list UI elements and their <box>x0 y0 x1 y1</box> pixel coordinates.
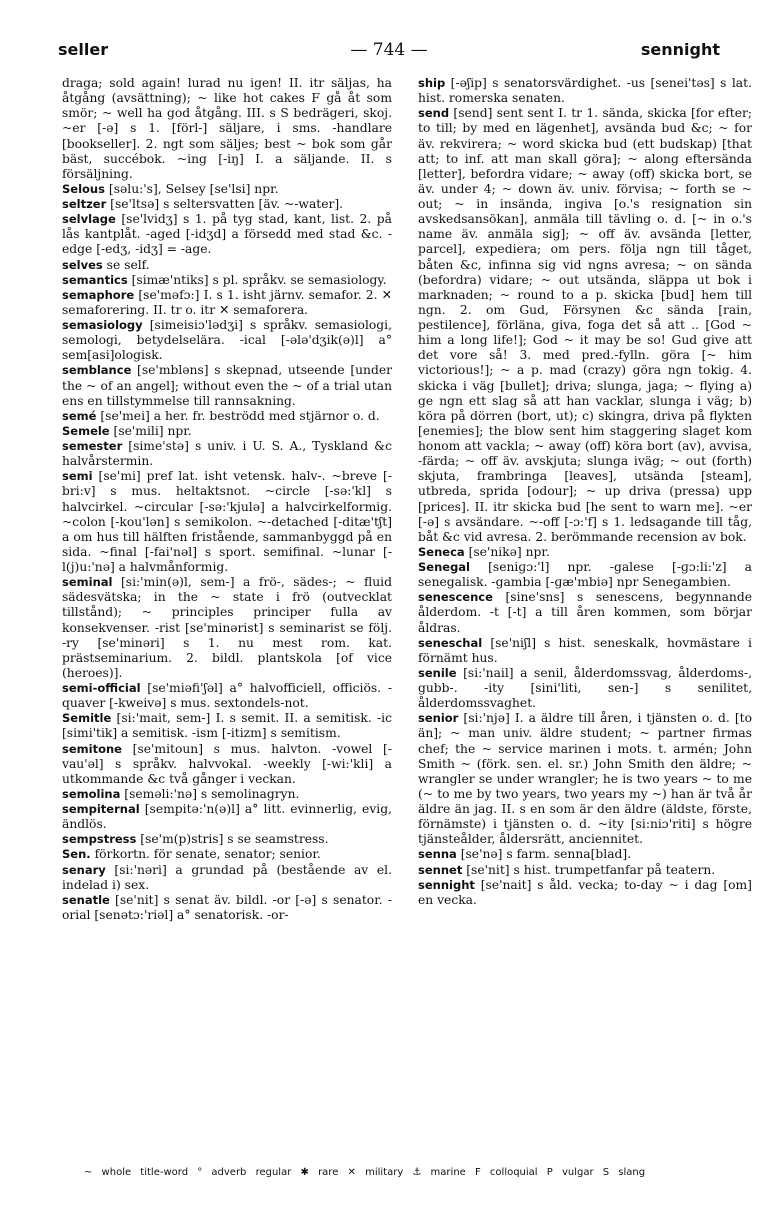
entry-headword: seminal <box>62 575 113 590</box>
dictionary-entry <box>62 469 392 575</box>
footer-legend: ~ whole title-word ° adverb regular ✱ rare ✕ military ⚓ marine F colloquial P vulgar S slang <box>84 1167 646 1178</box>
entry-text: [se'nait] s åld. vecka; to-day ~ i dag [om] en vecka. <box>418 877 752 907</box>
entry-text: [se'mitoun] s mus. halvton. -vowel [-vau'əl] s språkv. halvvokal. -weekly [-wi:'kli] a utkommande &c två gånger i veckan. <box>62 741 392 786</box>
entry-headword: selvlage <box>62 212 116 227</box>
dictionary-entry <box>62 802 392 832</box>
entry-text: [se'mili] npr. <box>113 423 192 438</box>
entry-text: [se'nikə] npr. <box>468 544 550 559</box>
entry-headword: senior <box>418 711 459 726</box>
dictionary-entry <box>62 893 392 923</box>
entry-headword: seltzer <box>62 197 107 211</box>
dictionary-entry <box>62 424 392 439</box>
entry-text: [send] sent sent I. tr 1. sända, skicka [for efter; to till; by med en lägenhet], avsända bud &c; ~ for äv. rekvirera; ~ word skicka bud (ett budskap) [that att; to inf. att man skall göra]; ~ along eftersända [letter], befordra vidare; ~ away (off) skicka bort, se äv. under 4; ~ down äv. univ. förvisa; ~ forth se ~ out; ~ in insända, ingiva [o.'s resignation sin avskedsansökan], anmäla till tävling o. d. [~ in o.'s name äv. anmäla sig]; ~ off äv. avsända [letter, parcel], expediera; om pers. följa ngn till tåget, båten &c, infinna sig vid ngns avresa; ~ on sända (befordra) vidare; ~ out utsända, släppa ut bok i marknaden; ~ round to a p. skicka [bud] hem till ngn. 2. om Gud, Försynen &c sända [rain, pestilence], förläna, giva, foga det så att .. [God ~ him a long life!]; God ~ it may be so! Gud give att det vore så! 3. med pred.-fylln. göra [~ him victorious!]; ~ a p. mad (crazy) göra ngn tokig. 4. skicka i väg [bullet]; driva; slunga, jaga; ~ flying a) ge ngn ett slag så att han vacklar, slunga i väg; b) köra på dörren (bort, ut); c) skingra, driva på flykten [enemies]; the blow sent him staggering slaget kom honom att vackla; ~ away (off) köra bort (av), avvisa, -färda; ~ off äv. avskjuta; slunga iväg; ~ out (forth) skjuta, frambringa [leaves], utsända [steam], utbreda, sprida [odour]; ~ up driva (pressa) upp [prices]. II. itr skicka bud [he sent to warn me]. ~er [-ə] s avsändare. ~-off [-ɔ:'f] s 1. ledsagande till tåg, båt &c vid avresa. 2. berömmande recension av bok. <box>418 106 752 544</box>
dictionary-entry <box>418 560 752 590</box>
entry-text: [se'nit] s hist. trumpetfanfar på teatern. <box>466 862 716 877</box>
dictionary-entry <box>62 575 392 681</box>
page-header <box>58 40 720 66</box>
entry-headword: senile <box>418 665 457 680</box>
dictionary-entry <box>418 878 752 908</box>
dictionary-entry <box>62 409 392 424</box>
entry-text: se self. <box>106 257 150 272</box>
entry-text: [seməli:'nə] s semolinagryn. <box>124 786 300 801</box>
page-number: — 744 — <box>350 40 428 60</box>
dictionary-entry <box>418 711 752 847</box>
left-column <box>62 76 392 923</box>
entry-text: [se'niʃl] s hist. seneskalk, hovmästare i förnämt hus. <box>418 635 752 665</box>
dictionary-entry <box>418 76 752 106</box>
dictionary-entry <box>418 636 752 666</box>
entry-text: [si:'njə] I. a äldre till åren, i tjänsten o. d. [to än]; ~ man univ. äldre student; ~ partner firmas chef; the ~ service marinen i mots. t. armén; John Smith ~ (förk. sen. el. sr.) John Smith den äldre; ~ wrangler se under wrangler; he is two years ~ to me (~ to me by two years, two years my ~) han är två år äldre än jag. II. s en som är den äldre (äldste, förste, förnämste) i tjänsten o. d. ~ity [si:niɔ'riti] s högre tjänsteålder, åldersrätt, anciennitet. <box>418 711 752 847</box>
entry-headword: senna <box>418 847 457 862</box>
entry-headword: senescence <box>418 590 493 605</box>
entry-text: [sempitə:'n(ə)l] a° litt. evinnerlig, evig, ändlös. <box>62 802 392 832</box>
entry-headword: semi-official <box>62 681 141 695</box>
entry-text: förkortn. för senate, senator; senior. <box>94 847 321 862</box>
entry-headword: semantics <box>62 272 128 287</box>
dictionary-entry <box>62 197 392 212</box>
dictionary-entry <box>62 681 392 711</box>
entry-headword: selves <box>62 257 103 272</box>
dictionary-entry <box>62 832 392 847</box>
dictionary-entry <box>62 318 392 363</box>
dictionary-entry <box>62 76 392 182</box>
entry-text: draga; sold again! lurad nu igen! II. itr säljas, ha åtgång (avsättning); ~ like hot cakes F gå åt som smör; ~ well ha god åtgång. III. s S bedrägeri, skoj. ~er [-ə] s 1. [förl-] säljare, i sms. -handlare [bookseller]. 2. ngt som säljes; best ~ bok som går bäst, succébok. ~ing [-iŋ] I. a säljande. II. s försäljning. <box>62 76 392 181</box>
dictionary-entry <box>62 863 392 893</box>
dictionary-entry <box>62 258 392 273</box>
dictionary-entry <box>62 439 392 469</box>
entry-headword: Senegal <box>418 560 471 574</box>
dictionary-entry <box>418 666 752 711</box>
entry-headword: semé <box>62 408 97 423</box>
entry-headword: semasiology <box>62 318 143 332</box>
entry-headword: senary <box>62 862 106 877</box>
entry-headword: sennet <box>418 862 463 877</box>
entry-text: [si:'min(ə)l, sem-] a frö-, sädes-; ~ fluid sädesvätska; in the ~ state i frö (outvecklat tillstånd); ~ principles principer fulla av konsekvenser. -rist [se'minərist] s seminarist se följ. -ry [se'minəri] s 1. nu mest rom. kat. prästseminarium. 2. bildl. plantskola [of vice (heroes)]. <box>62 575 392 680</box>
right-guide-word: sennight <box>640 40 720 59</box>
entry-headword: Sen. <box>62 847 91 862</box>
entry-text: [si:'nail] a senil, ålderdomssvag, ålderdoms-, gubb-. -ity [sini'liti, sen-] s senilitet, ålderdomssvaghet. <box>418 665 752 711</box>
entry-text: [se'lvidʒ] s 1. på tyg stad, kant, list. 2. på lås kantplåt. -aged [-idʒd] a försedd med stad &c. -edge [-edʒ, -idʒ] = -age. <box>62 212 392 257</box>
entry-text: [se'ltsə] s seltersvatten [äv. ~-water]. <box>110 197 344 211</box>
entry-headword: Semele <box>62 423 110 438</box>
entry-headword: ship <box>418 76 446 90</box>
left-guide-word: seller <box>58 40 109 59</box>
entry-headword: sennight <box>418 877 475 892</box>
entry-headword: senatle <box>62 892 110 907</box>
dictionary-entry <box>62 847 392 862</box>
entry-headword: seneschal <box>418 635 483 650</box>
entry-headword: send <box>418 106 450 121</box>
entry-headword: sempiternal <box>62 802 140 816</box>
entry-text: [si:'nəri] a grundad på (bestående av el. indelad i) sex. <box>62 862 392 892</box>
entry-headword: semester <box>62 439 123 453</box>
entry-text: [si:'mait, sem-] I. s semit. II. a semitisk. -ic [simi'tik] a semitisk. -ism [-itizm] s semitism. <box>62 711 392 741</box>
entry-headword: Semitle <box>62 711 112 726</box>
entry-text: [sime'stə] s univ. i U. S. A., Tyskland &c halvårstermin. <box>62 439 392 469</box>
dictionary-entry <box>62 212 392 257</box>
dictionary-entry <box>62 711 392 741</box>
entry-headword: sempstress <box>62 832 137 847</box>
entry-text: [sine'sns] s senescens, begynnande ålderdom. -t [-t] a till åren kommen, som börjar åldras. <box>418 590 752 635</box>
entry-text: [se'nə] s farm. senna[blad]. <box>460 847 632 862</box>
dictionary-entry <box>418 847 752 862</box>
entry-headword: semblance <box>62 363 132 378</box>
dictionary-entry <box>418 106 752 545</box>
entry-headword: Seneca <box>418 544 465 559</box>
entry-headword: semi <box>62 469 93 484</box>
entry-text: [se'mbləns] s skepnad, utseende [under the ~ of an angel]; without even the ~ of a trial utan ens en tillstymmelse till rannsakning. <box>62 363 392 408</box>
entry-text: [səlu:'s], Selsey [se'lsi] npr. <box>108 181 279 196</box>
entry-text: [se'm(p)stris] s se seamstress. <box>140 832 329 847</box>
entry-text: [seniɡɔ:'l] npr. -galese [-ɡɔ:li:'z] a senegalisk. -gambia [-ɡæ'mbiə] npr Senegambien. <box>418 560 752 590</box>
entry-text: [se'məfɔ:] I. s 1. isht järnv. semafor. 2. ✕ semaforering. II. tr o. itr ✕ semaforera. <box>62 287 392 317</box>
entry-headword: semaphore <box>62 287 135 302</box>
entry-headword: Selous <box>62 181 105 196</box>
entry-headword: semitone <box>62 741 122 756</box>
dictionary-entry <box>62 363 392 408</box>
dictionary-entry <box>62 288 392 318</box>
entry-text: [simæ'ntiks] s pl. språkv. se semasiology. <box>131 272 387 287</box>
dictionary-entry <box>62 182 392 197</box>
entry-text: [simeisiɔ'lədʒi] s språkv. semasiologi, semologi, betydelselära. -ical [-ələ'dʒik(ə)l] a° sem[asi]ologisk. <box>62 318 392 363</box>
dictionary-entry <box>418 863 752 878</box>
entry-headword: semolina <box>62 786 121 801</box>
entry-text: [se'miəfi'ʃəl] a° halvofficiell, officiös. -quaver [-kweivə] s mus. sextondels-not. <box>62 681 392 711</box>
right-column <box>418 76 752 908</box>
dictionary-entry <box>62 273 392 288</box>
entry-text: [-əʃip] s senatorsvärdighet. -us [senei'təs] s lat. hist. romerska senaten. <box>418 76 752 106</box>
dictionary-entry <box>418 590 752 635</box>
dictionary-entry <box>62 742 392 787</box>
entry-text: [se'mei] a her. fr. beströdd med stjärnor o. d. <box>100 408 380 423</box>
dictionary-entry <box>418 545 752 560</box>
entry-text: [se'nit] s senat äv. bildl. -or [-ə] s senator. -orial [senətɔ:'riəl] a° senatorisk. -or- <box>62 892 392 922</box>
dictionary-entry <box>62 787 392 802</box>
entry-text: [se'mi] pref lat. isht vetensk. halv-. ~breve [-bri:v] s mus. heltaktsnot. ~circle [-sə:'kl] s halvcirkel. ~circular [-sə:'kjulə] a halvcirkelformig. ~colon [-kou'lən] s semikolon. ~-detached [-ditæ'tʃt] a om hus till hälften fristående, sammanbyggd på en sida. ~final [-fai'nəl] s sport. semifinal. ~lunar [-l(j)u:'nə] a halvmånformig. <box>62 469 392 574</box>
